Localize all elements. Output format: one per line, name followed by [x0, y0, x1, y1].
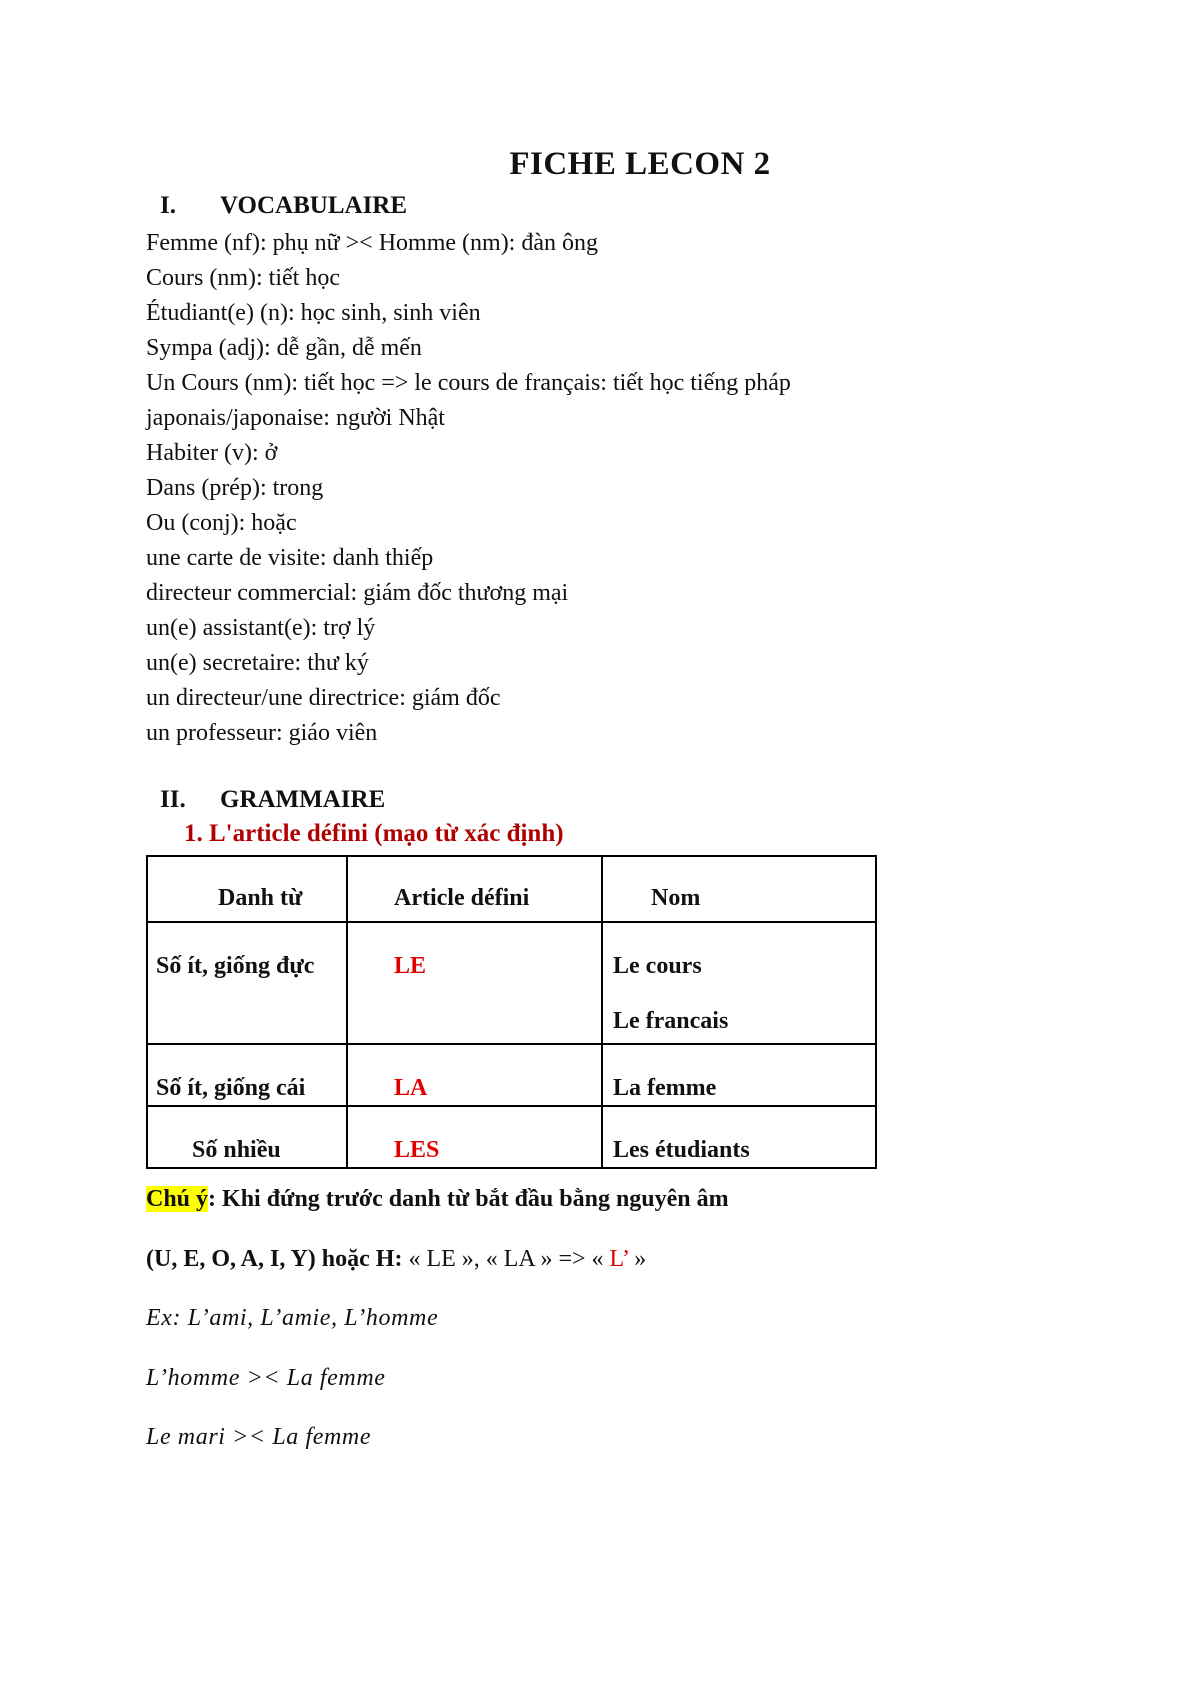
table-cell-label: Số nhiều: [147, 1106, 347, 1168]
table-cell-nouns: La femme: [602, 1044, 876, 1106]
note-line: [146, 1186, 729, 1213]
note-label: Chú ý: [146, 1186, 209, 1212]
vocabulary-item: japonais/japonaise: người Nhật: [146, 405, 445, 431]
table-row: [147, 1106, 876, 1168]
vocabulary-item: Habiter (v): ở: [146, 440, 278, 466]
table-header-cell: Article défini: [347, 856, 602, 922]
section-number: I.: [160, 192, 176, 219]
note-elision: L’: [603, 1246, 629, 1272]
table-cell-article: LE: [347, 922, 602, 1044]
table-cell-nouns: Les étudiants: [602, 1106, 876, 1168]
vocabulary-item: Dans (prép): trong: [146, 475, 324, 501]
example-line: Ex: L’ami, L’amie, L’homme: [146, 1305, 439, 1331]
note-articles: « LE », « LA » => «: [402, 1246, 604, 1272]
section-title: VOCABULAIRE: [220, 192, 408, 219]
vocabulary-item: un(e) assistant(e): trợ lý: [146, 615, 376, 641]
table-row: [147, 922, 876, 1044]
table-cell-article: LA: [347, 1044, 602, 1106]
example-line: Le mari >< La femme: [146, 1424, 372, 1450]
vocabulary-item: un directeur/une directrice: giám đốc: [146, 685, 501, 711]
table-cell-label: Số ít, giống cái: [147, 1044, 347, 1106]
section-title: GRAMMAIRE: [220, 786, 386, 813]
example-line: L’homme >< La femme: [146, 1365, 386, 1391]
table-header-row: [147, 856, 876, 922]
vocabulary-item: Sympa (adj): dễ gần, dễ mến: [146, 335, 422, 361]
vocabulary-item: Cours (nm): tiết học: [146, 265, 340, 291]
vocabulary-item: Femme (nf): phụ nữ >< Homme (nm): đàn ông: [146, 230, 599, 256]
vocabulary-item: un(e) secretaire: thư ký: [146, 650, 369, 676]
vocabulary-item: Un Cours (nm): tiết học => le cours de français: tiết học tiếng pháp: [146, 370, 791, 396]
table-cell-nouns: Le cours Le francais: [602, 922, 876, 1044]
table-header-cell: Danh từ: [147, 856, 347, 922]
note-text: : Khi đứng trước danh từ bắt đầu bằng nguyên âm: [208, 1186, 729, 1212]
section-heading-grammar: [160, 786, 385, 814]
vocabulary-item: Étudiant(e) (n): học sinh, sinh viên: [146, 300, 481, 326]
table-row: [147, 1044, 876, 1106]
article-table: [146, 855, 877, 1169]
vocabulary-list: [146, 226, 791, 751]
table-cell-article: LES: [347, 1106, 602, 1168]
page-title: FICHE LECON 2: [509, 146, 771, 182]
subsection-heading: 1. L'article défini (mạo từ xác định): [184, 820, 564, 847]
note-vowels: (U, E, O, A, I, Y) hoặc H:: [146, 1246, 403, 1272]
note-line: [146, 1246, 646, 1273]
section-heading-vocabulary: [160, 192, 407, 220]
vocabulary-item: Ou (conj): hoặc: [146, 510, 297, 536]
vocabulary-item: directeur commercial: giám đốc thương mại: [146, 580, 569, 606]
note-close: »: [628, 1246, 647, 1272]
table-header-cell: Nom: [602, 856, 876, 922]
section-number: II.: [160, 786, 186, 813]
vocabulary-item: une carte de visite: danh thiếp: [146, 545, 434, 571]
vocabulary-item: un professeur: giáo viên: [146, 720, 378, 746]
table-cell-label: Số ít, giống đực: [147, 922, 347, 1044]
